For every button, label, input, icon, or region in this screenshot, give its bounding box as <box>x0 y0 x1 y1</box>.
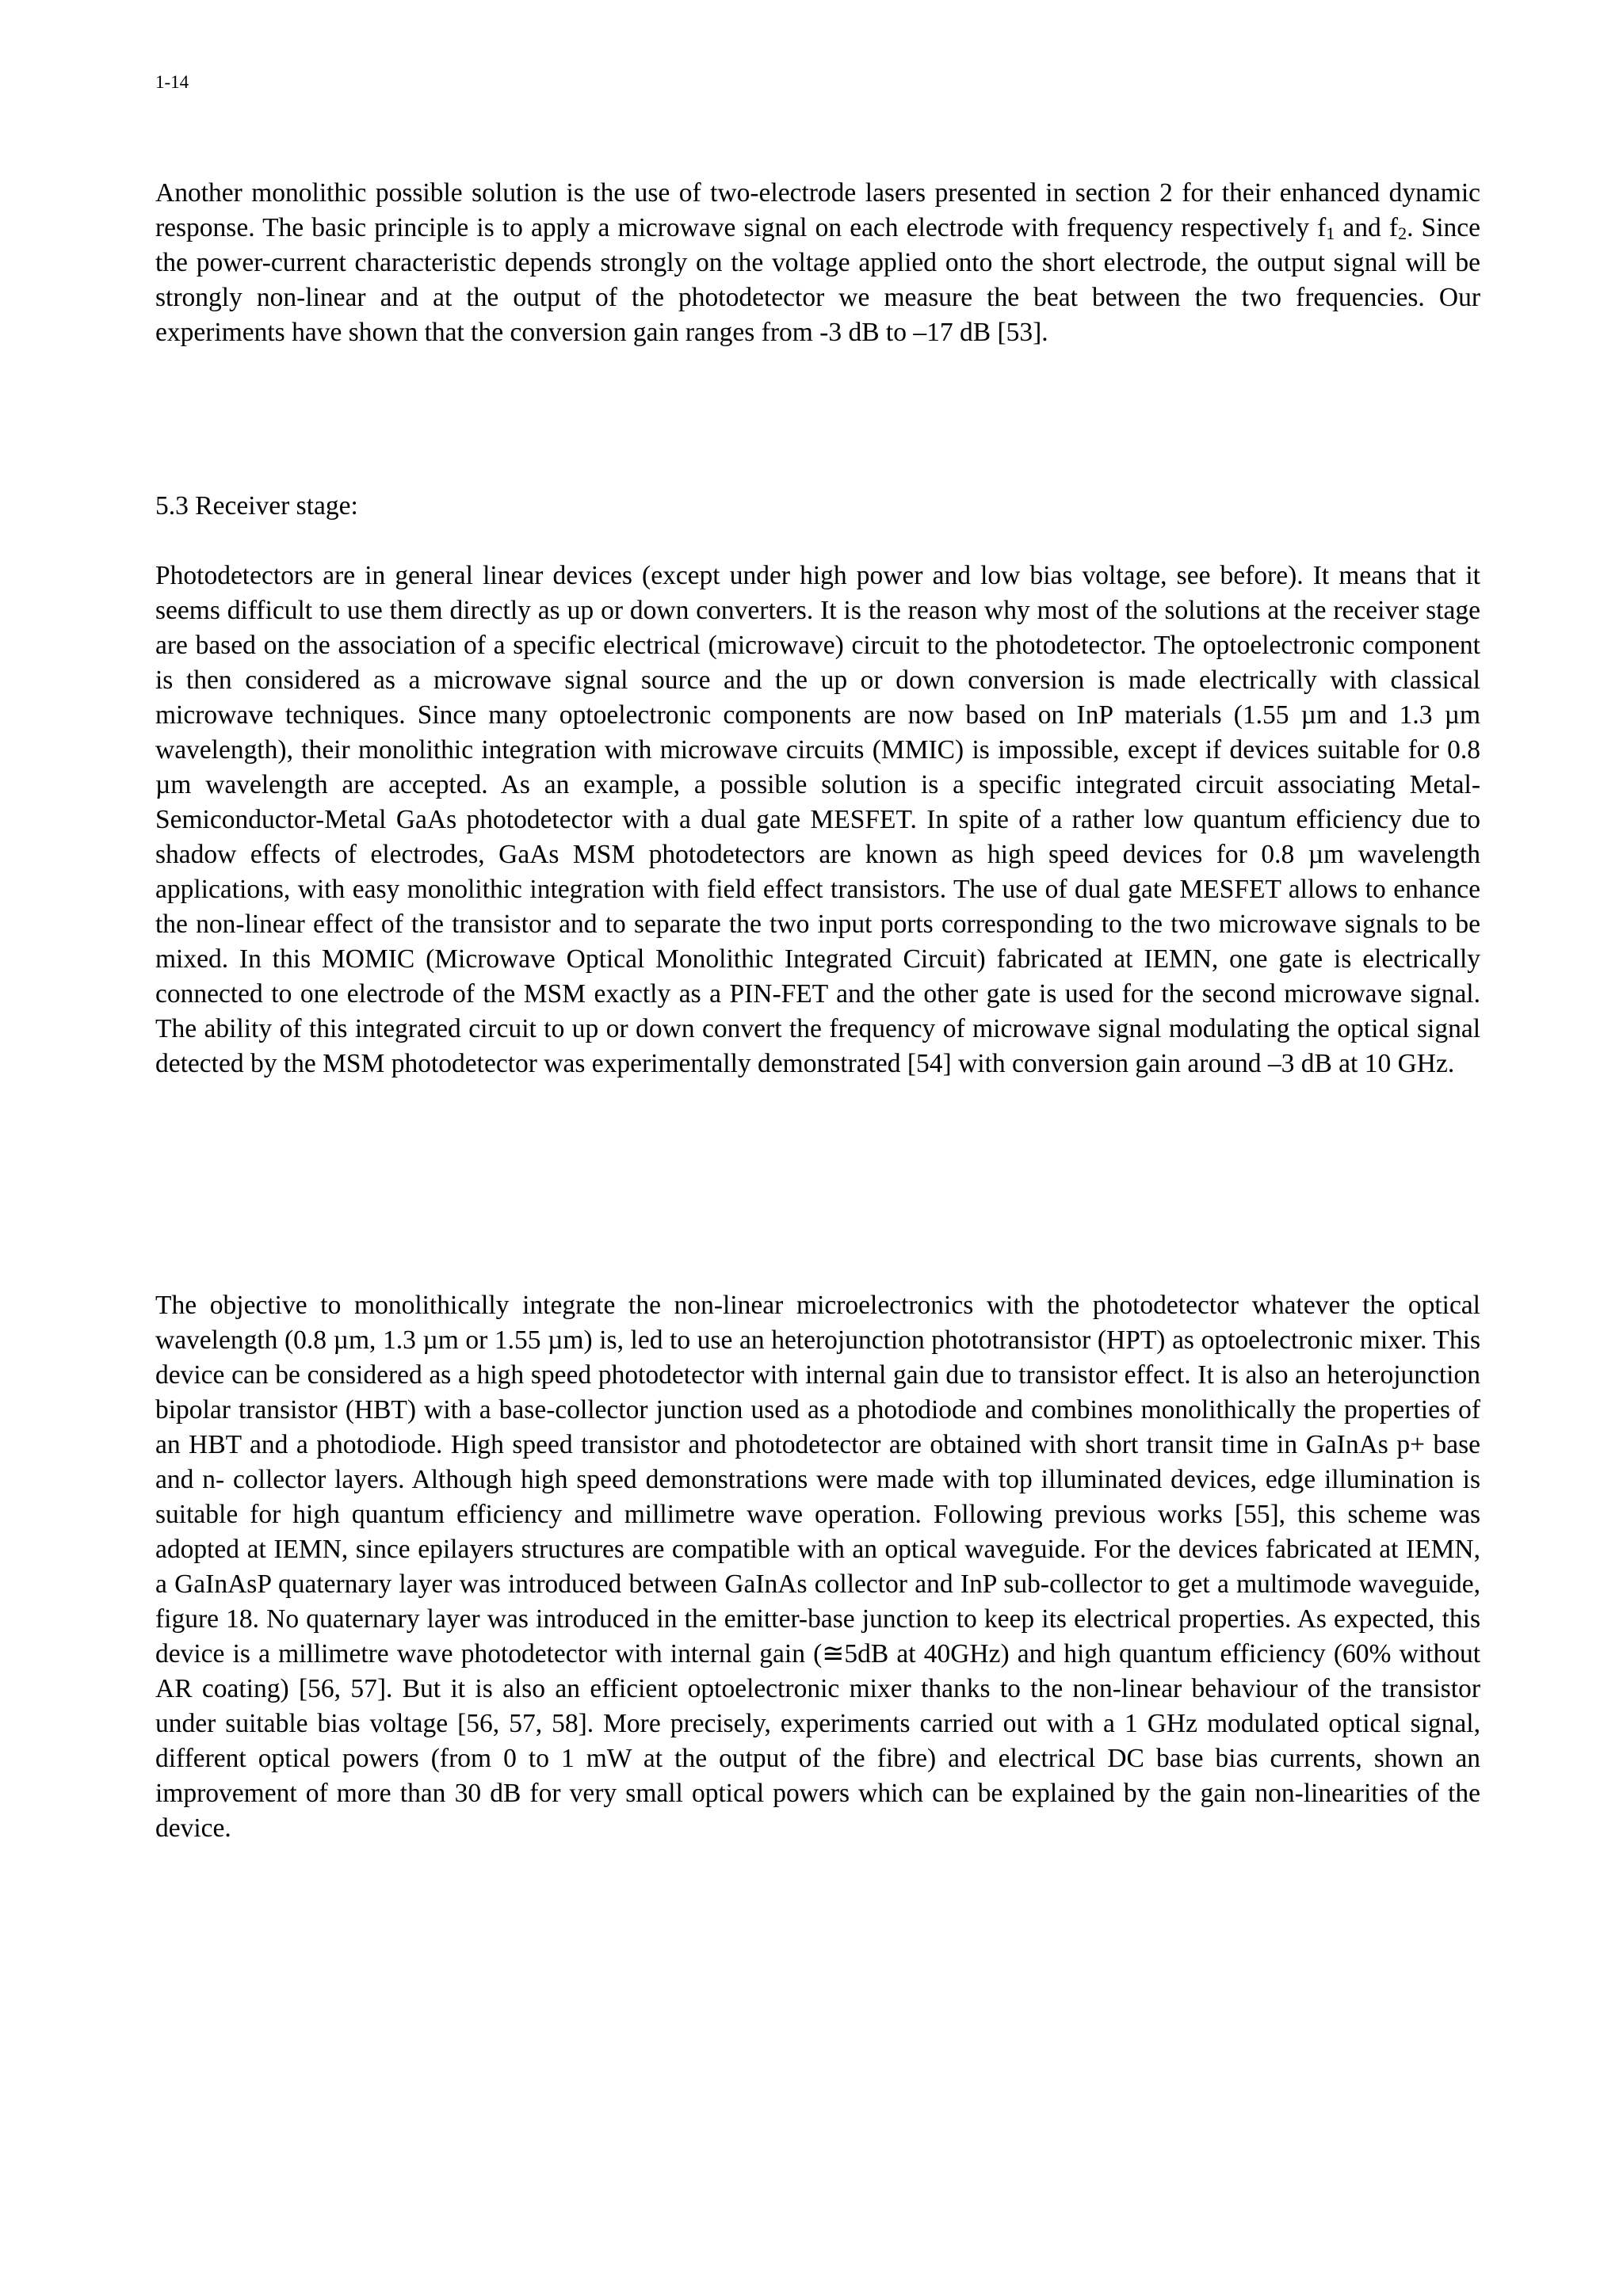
paragraph-phototransistor-mixer: The objective to monolithically integrate the non-linear microelectronics with the photodetector whatever the optical wavelength (0.8 µm, 1.3 µm or 1.55 µm) is, led to use an heterojunction phototransistor (HPT) as optoelectronic mixer. This device can be considered as a high speed photodetector with internal gain due to transistor effect. It is also an heterojunction bipolar transistor (HBT) with a base-collector junction used as a photodiode and combines monolithically the properties of an HBT and a photodiode. High speed transistor and photodetector are obtained with short transit time in GaInAs p+ base and n- collector layers. Although high speed demonstrations were made with top illuminated devices, edge illumination is suitable for high quantum efficiency and millimetre wave operation. Following previous works [55], this scheme was adopted at IEMN, since epilayers structures are compatible with an optical waveguide. For the devices fabricated at IEMN, a GaInAsP quaternary layer was introduced between GaInAs collector and InP sub-collector to get a multimode waveguide, figure 18. No quaternary layer was introduced in the emitter-base junction to keep its electrical properties. As expected, this device is a millimetre wave photodetector with internal gain (≅5dB at 40GHz) and high quantum efficiency (60% without AR coating) [56, 57]. But it is also an efficient optoelectronic mixer thanks to the non-linear behaviour of the transistor under suitable bias voltage [56, 57, 58]. More precisely, experiments carried out with a 1 GHz modulated optical signal, different optical powers (from 0 to 1 mW at the output of the fibre) and electrical DC base bias currents, shown an improvement of more than 30 dB for very small optical powers which can be explained by the gain non-linearities of the device. <box>155 1291 1480 1843</box>
paragraph-two-electrode-lasers <box>155 176 1480 350</box>
paragraph-text: Another monolithic possible solution is the use of two-electrode lasers presented in section 2 for their enhanced dynamic response. The basic principle is to apply a microwave signal on each electrode with frequency respectively f <box>155 178 1480 242</box>
section-heading: 5.3 Receiver stage: <box>155 491 358 521</box>
subscript-2: 2 <box>1398 223 1407 243</box>
paragraph-text: . Since the power-current characteristic depends strongly on the voltage applied onto the short electrode, the output signal will be strongly non-linear and at the output of the photodetector we measure the beat between the two frequencies. Our experiments have shown that the conversion gain ranges from -3 dB to –17 dB [53]. <box>155 213 1480 347</box>
paragraph-receiver-stage: Photodetectors are in general linear devices (except under high power and low bias voltage, see before). It means that it seems difficult to use them directly as up or down converters. It is the reason why most of the solutions at the receiver stage are based on the association of a specific electrical (microwave) circuit to the photodetector. The optoelectronic component is then considered as a microwave signal source and the up or down conversion is made electrically with classical microwave techniques. Since many optoelectronic components are now based on InP materials (1.55 µm and 1.3 µm wavelength), their monolithic integration with microwave circuits (MMIC) is impossible, except if devices suitable for 0.8 µm wavelength are accepted. As an example, a possible solution is a specific integrated circuit associating Metal-Semiconductor-Metal GaAs photodetector with a dual gate MESFET. In spite of a rather low quantum efficiency due to shadow effects of electrodes, GaAs MSM photodetectors are known as high speed devices for 0.8 µm wavelength applications, with easy monolithic integration with field effect transistors. The use of dual gate MESFET allows to enhance the non-linear effect of the transistor and to separate the two input ports corresponding to the two microwave signals to be mixed. In this MOMIC (Microwave Optical Monolithic Integrated Circuit) fabricated at IEMN, one gate is electrically connected to one electrode of the MSM exactly as a PIN-FET and the other gate is used for the second microwave signal. The ability of this integrated circuit to up or down convert the frequency of microwave signal modulating the optical signal detected by the MSM photodetector was experimentally demonstrated [54] with conversion gain around –3 dB at 10 GHz. <box>155 561 1480 1078</box>
page-number: 1-14 <box>155 72 189 92</box>
subscript-1: 1 <box>1326 223 1335 243</box>
paragraph-text: and f <box>1335 213 1399 242</box>
